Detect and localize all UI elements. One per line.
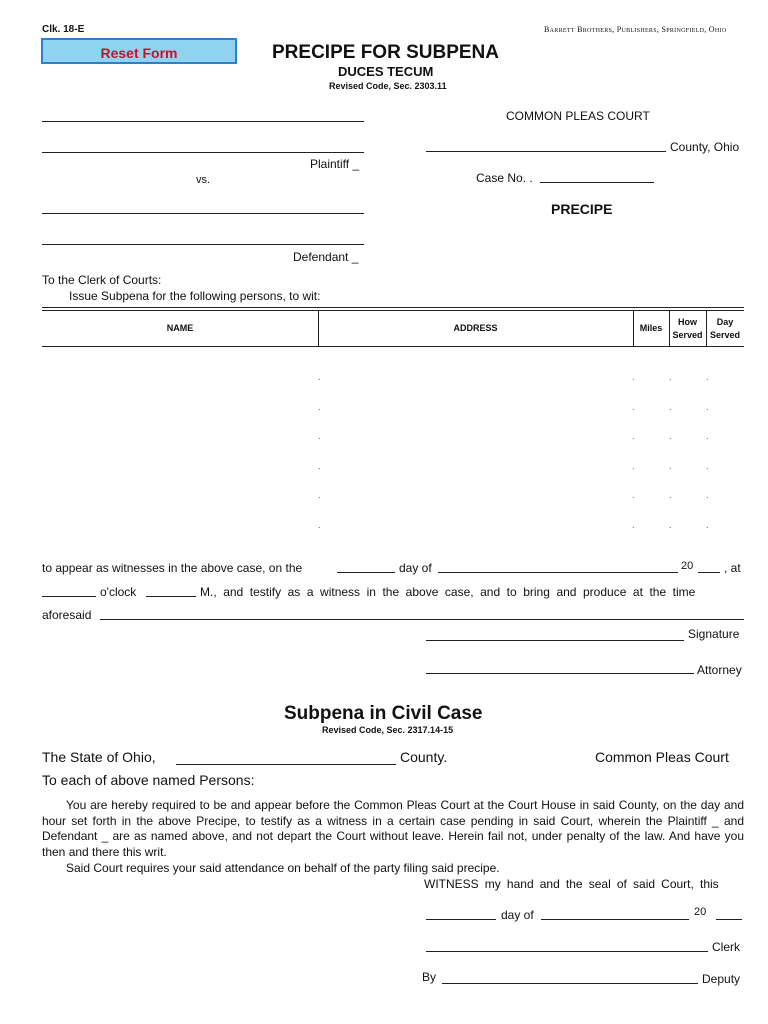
deputy-label: Deputy — [702, 972, 741, 986]
attorney-line[interactable] — [426, 673, 694, 674]
row-dot-marker: . — [632, 490, 635, 500]
to-each-persons: To each of above named Persons: — [42, 772, 255, 788]
testify-text: M., and testify as a witness in the above case, and to bring and produce at the time — [200, 585, 696, 599]
code-reference: Revised Code, Sec. 2303.11 — [329, 81, 447, 91]
appear-month-input-line[interactable] — [438, 572, 678, 573]
aforesaid-input-line[interactable] — [100, 619, 744, 620]
row-dot-marker: . — [669, 372, 672, 382]
by-label: By — [422, 970, 437, 984]
witness-year-input-line[interactable] — [716, 919, 742, 920]
row-dot-marker: . — [318, 490, 321, 500]
row-dot-marker: . — [669, 401, 672, 412]
aforesaid-label: aforesaid — [42, 608, 92, 622]
witness-text: WITNESS my hand and the seal of said Court, this — [424, 877, 719, 891]
served-label: Served — [672, 330, 703, 340]
column-header-how-served — [669, 316, 706, 342]
row-dot-marker: . — [669, 460, 672, 471]
defendant-label: Defendant _ — [293, 250, 359, 264]
row-dot-marker: . — [632, 519, 635, 530]
row-dot-marker: . — [632, 460, 635, 471]
defendant-name-line-1[interactable] — [42, 213, 364, 214]
defendant-name-line-2[interactable] — [42, 244, 364, 245]
subpena-court-label: Common Pleas Court — [595, 749, 729, 765]
row-dot-marker: . — [706, 490, 709, 500]
how-label: How — [678, 317, 697, 327]
row-dot-marker: . — [318, 401, 321, 412]
row-dot-marker: . — [632, 431, 635, 441]
witness-month-input-line[interactable] — [541, 919, 689, 920]
appear-day-of: day of — [399, 561, 432, 575]
form-code: Clk. 18-E — [42, 24, 85, 35]
table-row[interactable] — [42, 455, 744, 475]
witness-year-prefix: 20 — [694, 906, 707, 918]
appear-year-prefix: 20 — [681, 560, 694, 572]
appear-text-a: to appear as witnesses in the above case, on the — [42, 561, 303, 575]
row-dot-marker: . — [669, 490, 672, 500]
served-label-2: Served — [709, 330, 741, 340]
attorney-label: Attorney — [697, 663, 742, 677]
subpena-county-input-line[interactable] — [176, 764, 396, 765]
row-dot-marker: . — [669, 431, 672, 441]
row-dot-marker: . — [706, 431, 709, 441]
row-dot-marker: . — [706, 460, 709, 471]
row-dot-marker: . — [706, 401, 709, 412]
row-dot-marker: . — [669, 519, 672, 530]
witness-day-input-line[interactable] — [426, 919, 496, 920]
case-number-label: Case No. . — [476, 171, 533, 185]
vs-label: vs. — [196, 174, 211, 186]
row-dot-marker: . — [318, 519, 321, 530]
subpena-title: Subpena in Civil Case — [284, 703, 483, 724]
row-dot-marker: . — [318, 431, 321, 441]
state-of-ohio: The State of Ohio, — [42, 749, 156, 765]
plaintiff-name-line-1[interactable] — [42, 121, 364, 122]
subpena-paragraph-1: You are hereby required to be and appear before the Common Pleas Court at the Court House in said County, on the day and hour set forth in the above Precipe, to testify as a witness in a certain case pending in said Court, wherein the Plaintiff _ and Defendant _ are as named above, and not depart the Court without leave. Herein fail not, under penalty of the law. And have you then and there this writ. — [42, 798, 744, 859]
row-dot-marker: . — [318, 460, 321, 471]
case-number-input-line[interactable] — [540, 182, 654, 183]
court-name: COMMON PLEAS COURT — [506, 109, 650, 123]
column-header-address: ADDRESS — [453, 323, 498, 333]
am-pm-input-line[interactable] — [146, 596, 196, 597]
publisher-line: Barrett Brothers, Publishers, Springfield, Ohio — [544, 25, 727, 34]
table-row[interactable] — [42, 484, 744, 504]
row-dot-marker: . — [632, 401, 635, 412]
oclock-label: o'clock — [100, 585, 137, 599]
reset-form-button[interactable]: Reset Form — [41, 38, 237, 64]
table-top-rule-1 — [42, 307, 744, 308]
row-dot-marker: . — [318, 372, 321, 382]
table-row[interactable] — [42, 396, 744, 416]
to-clerk-text: To the Clerk of Courts: — [42, 273, 162, 287]
form-subtitle: DUCES TECUM — [338, 64, 434, 79]
plaintiff-name-line-2[interactable] — [42, 152, 364, 153]
signature-line[interactable] — [426, 640, 684, 641]
row-dot-marker: . — [632, 372, 635, 382]
appear-at: , at — [724, 561, 741, 575]
subpena-county-label: County. — [400, 749, 448, 765]
table-row[interactable] — [42, 425, 744, 445]
table-row[interactable] — [42, 514, 744, 534]
plaintiff-label: Plaintiff _ — [310, 157, 360, 171]
column-header-miles: Miles — [639, 323, 663, 333]
oclock-hour-input-line[interactable] — [42, 596, 96, 597]
table-row[interactable] — [42, 366, 744, 386]
column-header-day-served — [706, 316, 744, 342]
column-header-name: NAME — [166, 323, 194, 333]
subpena-code-ref: Revised Code, Sec. 2317.14-15 — [322, 725, 454, 735]
subpena-paragraph-2: Said Court requires your said attendance on behalf of the party filing said precipe. — [66, 861, 500, 875]
precipe-heading: PRECIPE — [551, 201, 613, 217]
row-dot-marker: . — [706, 372, 709, 382]
county-ohio-label: County, Ohio — [670, 140, 740, 154]
day-label: Day — [716, 317, 734, 327]
witness-day-of: day of — [501, 908, 534, 922]
row-dot-marker: . — [706, 519, 709, 530]
deputy-signature-line[interactable] — [442, 983, 698, 984]
appear-day-input-line[interactable] — [337, 572, 395, 573]
signature-label: Signature — [688, 627, 740, 641]
clerk-label: Clerk — [712, 940, 741, 954]
county-input-line[interactable] — [426, 151, 666, 152]
table-header-bottom-rule — [42, 346, 744, 347]
issue-subpena-text: Issue Subpena for the following persons, to wit: — [69, 289, 321, 303]
clerk-signature-line[interactable] — [426, 951, 708, 952]
form-title: PRECIPE FOR SUBPENA — [272, 42, 499, 63]
table-top-rule-2 — [42, 310, 744, 311]
appear-year-input-line[interactable] — [698, 572, 720, 573]
